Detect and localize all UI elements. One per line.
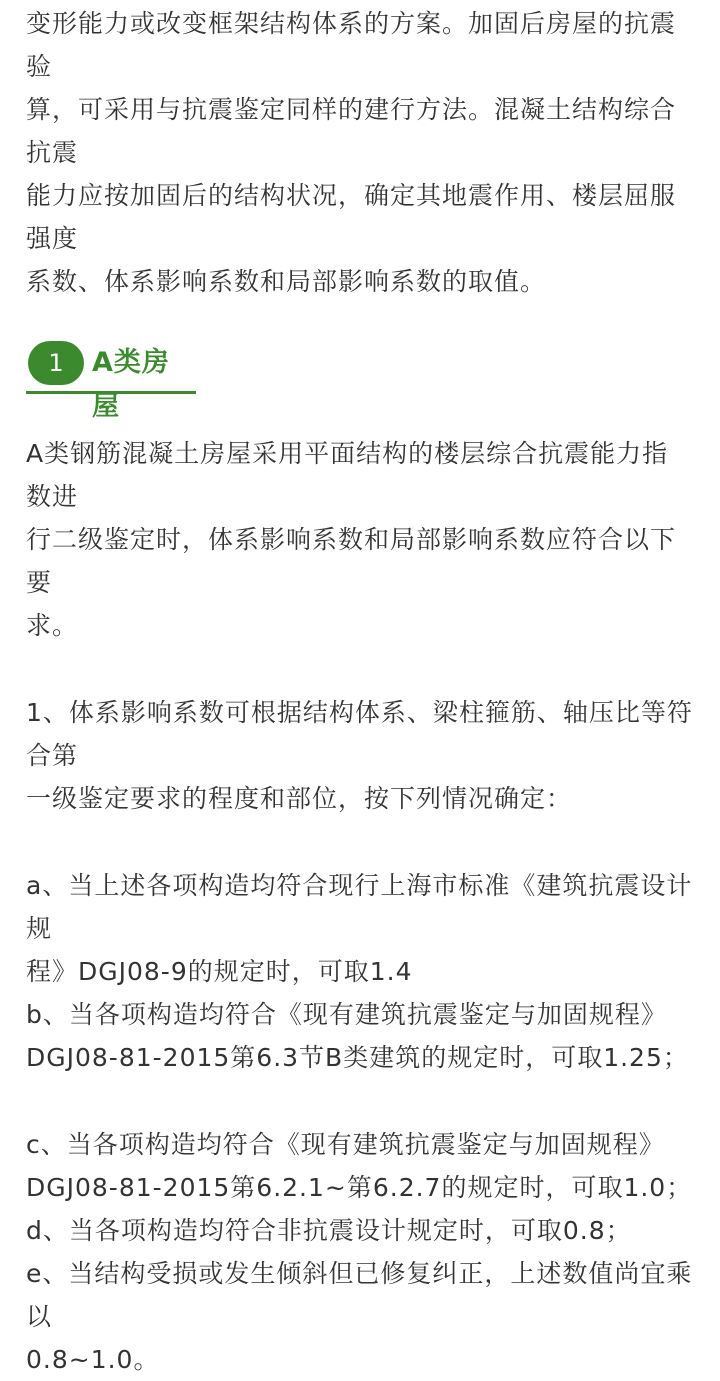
- list-items-cde: [26, 1123, 694, 1381]
- list-item: b、当各项构造均符合《现有建筑抗震鉴定与加固规程》: [26, 1000, 667, 1029]
- list-items-ab: [26, 864, 694, 1079]
- section-heading: [26, 341, 196, 422]
- list-item: 0.8~1.0。: [26, 1345, 160, 1374]
- section-number-badge: 1: [28, 341, 84, 385]
- section-title: A类房屋: [92, 347, 170, 422]
- text-line: A类钢筋混凝土房屋采用平面结构的楼层综合抗震能力指数进: [26, 439, 669, 511]
- text-line: 能力应按加固后的结构状况，确定其地震作用、楼层屈服强度: [26, 181, 677, 253]
- text-line: 行二级鉴定时，体系影响系数和局部影响系数应符合以下要: [26, 525, 677, 597]
- intro-paragraph: [26, 0, 694, 303]
- list-item: 程》DGJ08-9的规定时，可取1.4: [26, 957, 413, 986]
- list-item: a、当上述各项构造均符合现行上海市标准《建筑抗震设计规: [26, 871, 693, 943]
- paragraph-class-a: [26, 432, 694, 647]
- text-line: 系数、体系影响系数和局部影响系数的取值。: [26, 267, 547, 296]
- list-item: DGJ08-81-2015第6.3节B类建筑的规定时，可取1.25；: [26, 1043, 689, 1072]
- text-line: 一级鉴定要求的程度和部位，按下列情况确定：: [26, 784, 573, 813]
- text-line: 求。: [26, 611, 79, 640]
- text-line: 算，可采用与抗震鉴定同样的建行方法。混凝土结构综合抗震: [26, 95, 677, 167]
- list-item: DGJ08-81-2015第6.2.1~第6.2.7的规定时，可取1.0；: [26, 1173, 693, 1202]
- text-line: 变形能力或改变框架结构体系的方案。加固后房屋的抗震验: [26, 9, 677, 81]
- paragraph-item-1: [26, 691, 694, 820]
- list-item: c、当各项构造均符合《现有建筑抗震鉴定与加固规程》: [26, 1130, 665, 1159]
- list-item: d、当各项构造均符合非抗震设计规定时，可取0.8；: [26, 1216, 632, 1245]
- text-line: 1、体系影响系数可根据结构体系、梁柱箍筋、轴压比等符合第: [26, 698, 693, 770]
- list-item: e、当结构受损或发生倾斜但已修复纠正，上述数值尚宜乘以: [26, 1259, 693, 1331]
